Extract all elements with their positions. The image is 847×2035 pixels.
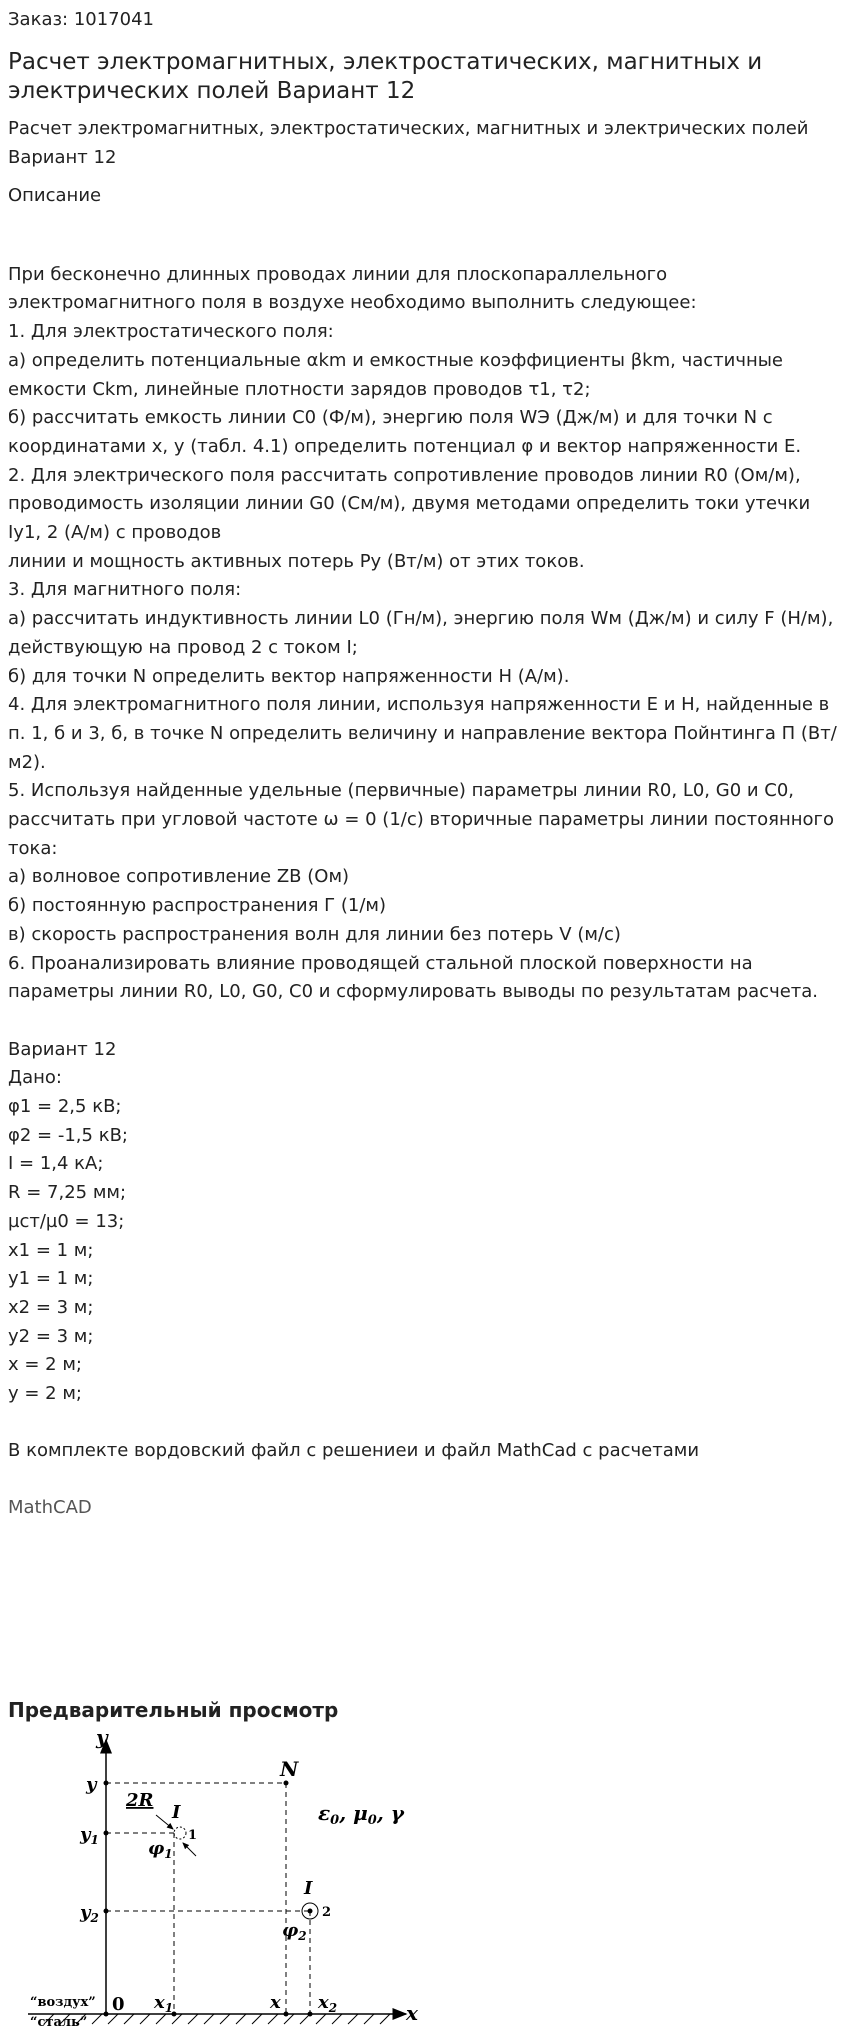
point-n-label: N: [280, 1757, 299, 1781]
given-line: y = 2 м;: [8, 1383, 82, 1405]
tick-dot: [308, 2012, 313, 2017]
tag-mathcad-link[interactable]: MathCAD: [8, 1497, 92, 1519]
tick-dot: [284, 2012, 289, 2017]
task-line: 2. Для электрического поля рассчитать сопротивление проводов линии R0 (Ом/м), проводимость изоляции линии G0 (См/м), двумя методами определить токи утечки Iу1, 2 (А/м) с проводов: [8, 464, 811, 544]
x-axis-label: x: [406, 2001, 418, 2025]
task-list: [8, 261, 839, 1007]
task-line: 6. Проанализировать влияние проводящей стальной плоской поверхности на параметры линии R0, L0, G0, C0 и сформулировать выводы по результатам расчета.: [8, 952, 819, 1003]
origin-label: 0: [112, 1994, 125, 2015]
task-line: При бесконечно длинных проводах линии для плоскопараллельного электромагнитного поля в воздухе необходимо выполнить следующее:: [8, 263, 697, 314]
page-subtitle: Расчет электромагнитных, электростатических, магнитных и электрических полей Вариант 12: [8, 118, 809, 168]
task-line: б) постоянную распространения Г (1/м): [8, 895, 387, 917]
variant-label: Вариант 12: [8, 1038, 117, 1060]
preview-heading: Предварительный просмотр: [8, 1698, 339, 1722]
task-line: линии и мощность активных потерь Ру (Вт/м) от этих токов.: [8, 550, 585, 572]
air-label: “воздух”: [30, 1995, 96, 2010]
task-line: в) скорость распространения волн для линии без потерь V (м/с): [8, 923, 621, 945]
tick-dot: [104, 1781, 109, 1786]
task-line: 3. Для магнитного поля:: [8, 579, 242, 601]
task-line: б) для точки N определить вектор напряженности Н (А/м).: [8, 665, 570, 687]
wire-2-dot: [308, 1909, 313, 1914]
x1-tick-label: $x_1$: [154, 1992, 174, 2015]
steel-label: “сталь”: [30, 2015, 88, 2028]
given-list: [8, 1093, 839, 1409]
phi-2-label: $\varphi_2$: [282, 1920, 307, 1943]
line-diagram: [8, 1728, 438, 2028]
current-1-label: I: [172, 1802, 181, 1823]
description-label: Описание: [8, 185, 102, 206]
guide-lines: [106, 1783, 310, 2014]
x-tick-label: x: [270, 1992, 281, 2013]
x2-tick-label: $x_2$: [318, 1992, 338, 2015]
y2-tick-label: $y_2$: [80, 1902, 99, 1925]
given-line: φ1 = 2,5 кВ;: [8, 1096, 122, 1118]
given-line: x1 = 1 м;: [8, 1239, 94, 1261]
y-tick-label: y: [86, 1774, 97, 1795]
wire-1-number: 1: [188, 1828, 198, 1843]
current-1-arrow: [183, 1843, 196, 1856]
tick-dot: [104, 2012, 109, 2017]
task-line: 4. Для электромагнитного поля линии, используя напряженности Е и Н, найденные в п. 1, б и 3, б, в точке N определить величину и направление вектора Пойнтинга П (Вт/м2).: [8, 694, 837, 773]
tick-dot: [104, 1909, 109, 1914]
description-body: [8, 232, 839, 1466]
given-line: y1 = 1 м;: [8, 1268, 94, 1290]
given-line: φ2 = -1,5 кВ;: [8, 1124, 128, 1146]
task-line: а) рассчитать индуктивность линии L0 (Гн/м), энергию поля Wм (Дж/м) и силу F (Н/м), действующую на провод 2 с током I;: [8, 608, 834, 658]
y-axis-label: y: [96, 1728, 108, 1749]
steel-hatching: [44, 2014, 390, 2024]
given-label: Дано:: [8, 1067, 62, 1089]
medium-parameters-label: $\varepsilon_0$, $\mu_0$, γ: [318, 1801, 404, 1828]
given-line: I = 1,4 кА;: [8, 1153, 104, 1175]
task-line: 1. Для электростатического поля:: [8, 321, 334, 343]
diameter-label: 2R: [126, 1790, 154, 1811]
given-line: y2 = 3 м;: [8, 1325, 94, 1347]
given-line: R = 7,25 мм;: [8, 1182, 127, 1204]
tick-dot: [104, 1831, 109, 1836]
task-line: а) определить потенциальные αkm и емкостные коэффициенты βkm, частичные емкости Ckm, линейные плотности зарядов проводов τ1, τ2;: [8, 349, 784, 400]
wire-2-number: 2: [322, 1905, 332, 1920]
given-line: x = 2 м;: [8, 1354, 82, 1376]
page-title: Расчет электромагнитных, электростатических, магнитных и электрических полей Вариант 12: [8, 49, 763, 104]
task-line: а) волновое сопротивление ZВ (Ом): [8, 866, 350, 888]
preview-image[interactable]: [8, 1728, 438, 2028]
package-note: В комплекте вордовский файл с решениеи и файл MathCad с расчетами: [8, 1440, 700, 1462]
phi-1-label: $\varphi_1$: [148, 1838, 173, 1861]
current-2-label: I: [304, 1878, 313, 1899]
given-line: µст/µ0 = 13;: [8, 1210, 125, 1232]
task-line: б) рассчитать емкость линии С0 (Ф/м), энергию поля WЭ (Дж/м) и для точки N с координатами x, y (табл. 4.1) определить потенциал φ и вектор напряженности Е.: [8, 407, 802, 457]
wire-1-circle: [174, 1827, 186, 1839]
order-number: Заказ: 1017041: [8, 9, 154, 30]
task-line: 5. Используя найденные удельные (первичные) параметры линии R0, L0, G0 и C0, рассчитать при угловой частоте ω = 0 (1/c) вторичные параметры линии постоянного тока:: [8, 780, 834, 859]
y1-tick-label: $y_1$: [80, 1824, 99, 1847]
diameter-leader: [156, 1815, 173, 1829]
point-n-dot: [284, 1781, 289, 1786]
given-line: x2 = 3 м;: [8, 1296, 94, 1318]
